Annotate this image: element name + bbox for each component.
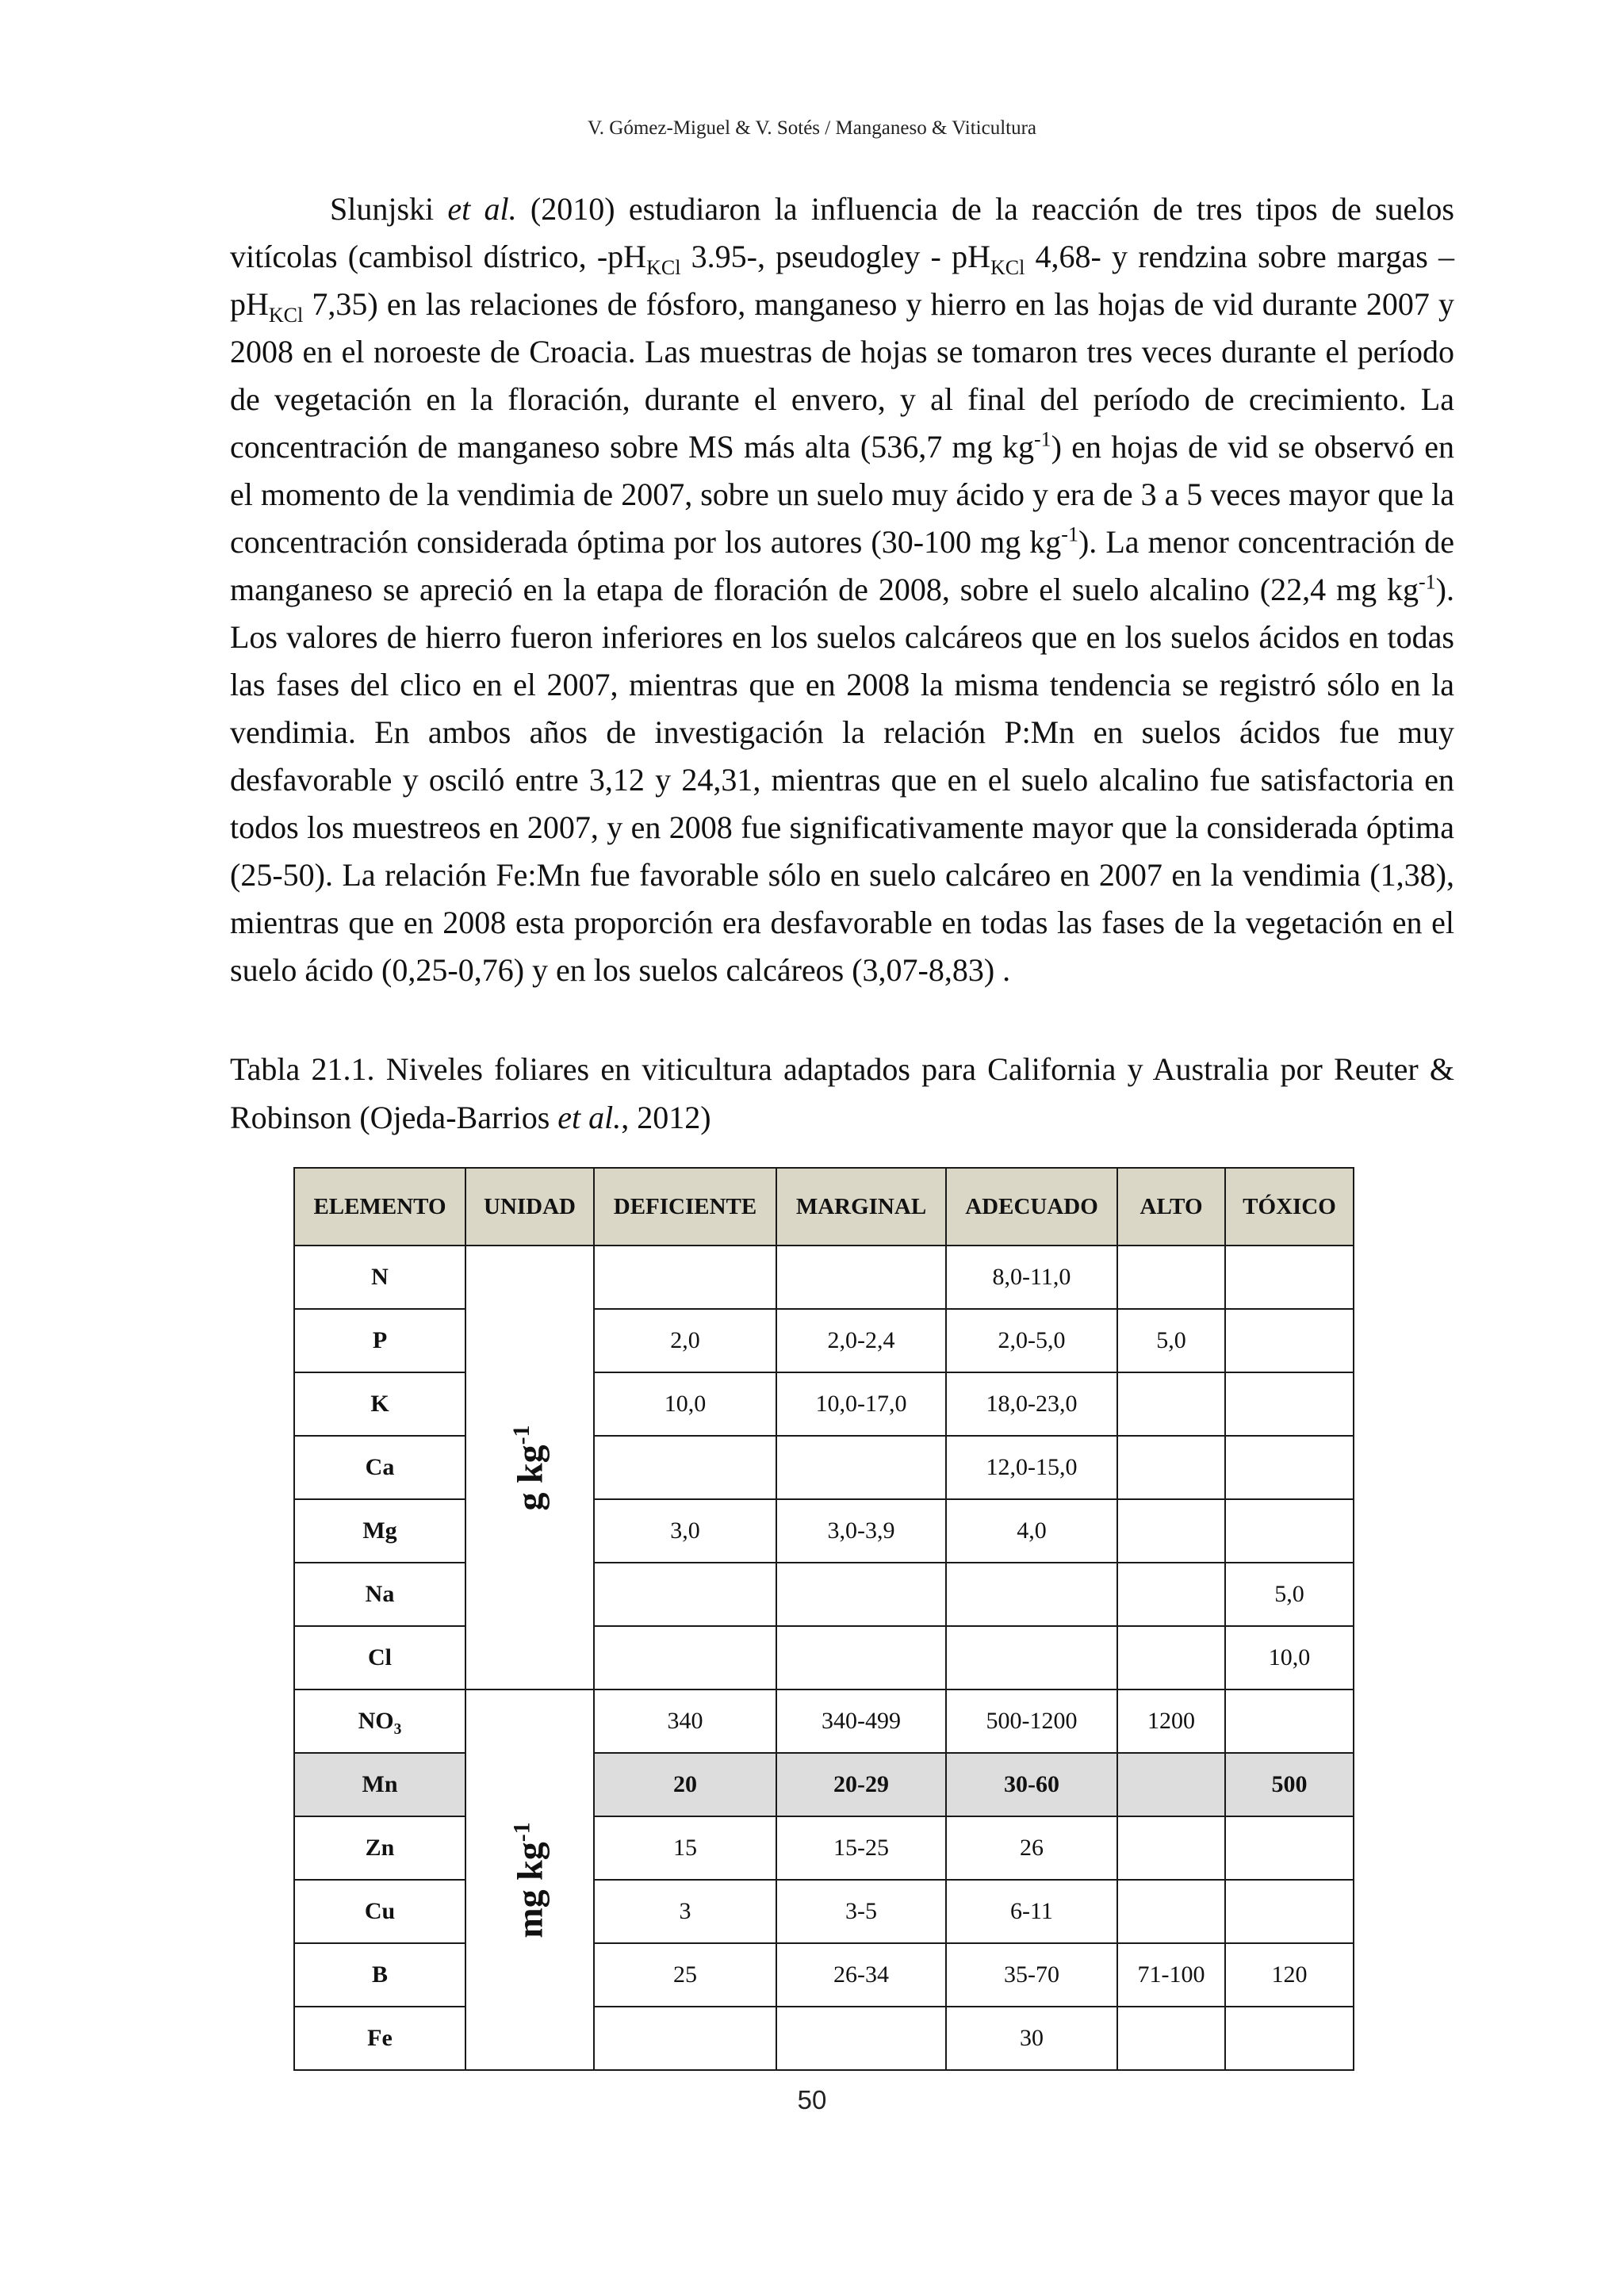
text-run: 3.95-, pseudogley - pH xyxy=(680,239,990,274)
element-cell: Cl xyxy=(294,1626,465,1689)
table-row xyxy=(294,1689,1354,1753)
adecuado-cell: 2,0-5,0 xyxy=(946,1309,1117,1372)
element-cell: Mg xyxy=(294,1499,465,1563)
body-paragraph xyxy=(230,186,1454,994)
text-run: , 2012) xyxy=(621,1100,711,1135)
unit-label-mg xyxy=(509,1822,551,1938)
marginal-cell: 20-29 xyxy=(776,1753,946,1816)
table-row xyxy=(294,2007,1354,2070)
unit-superscript: -1 xyxy=(508,1821,535,1842)
table-header-row xyxy=(294,1168,1354,1246)
adecuado-cell: 6-11 xyxy=(946,1880,1117,1943)
table-row xyxy=(294,1499,1354,1563)
etal-italic: et al. xyxy=(447,191,517,227)
alto-cell: 1200 xyxy=(1117,1689,1225,1753)
deficiente-cell: 2,0 xyxy=(594,1309,776,1372)
element-subscript: 3 xyxy=(393,1721,402,1738)
deficiente-cell: 15 xyxy=(594,1816,776,1880)
table-row-highlight xyxy=(294,1753,1354,1816)
table-row xyxy=(294,1309,1354,1372)
table-row xyxy=(294,1563,1354,1626)
deficiente-cell: 3 xyxy=(594,1880,776,1943)
element-cell: P xyxy=(294,1309,465,1372)
toxico-cell: 5,0 xyxy=(1225,1563,1354,1626)
adecuado-cell: 12,0-15,0 xyxy=(946,1436,1117,1499)
text-run: Slunjski xyxy=(330,191,448,227)
header-toxico: TÓXICO xyxy=(1225,1168,1354,1246)
superscript: -1 xyxy=(1419,570,1436,594)
caption-text xyxy=(230,1045,1454,1142)
marginal-cell: 10,0-17,0 xyxy=(776,1372,946,1436)
text-run: ) en hojas de vid se observó en el momento de la vendimia de 2007, sobre un suelo muy ácido y era de 3 a 5 veces mayor que la concentración considerada óptima por los autores (30-100 mg kg xyxy=(230,429,1454,560)
alto-cell xyxy=(1117,1436,1225,1499)
alto-cell: 5,0 xyxy=(1117,1309,1225,1372)
adecuado-cell: 26 xyxy=(946,1816,1117,1880)
deficiente-cell: 3,0 xyxy=(594,1499,776,1563)
element-cell: Cu xyxy=(294,1880,465,1943)
deficiente-cell: 10,0 xyxy=(594,1372,776,1436)
adecuado-cell: 30-60 xyxy=(946,1753,1117,1816)
header-alto: ALTO xyxy=(1117,1168,1225,1246)
alto-cell xyxy=(1117,1753,1225,1816)
text-run: (2010) estudiaron la influencia de la reacción de tres tipos de suelos vitícolas (cambisol dístrico, -pH xyxy=(230,191,1454,274)
toxico-cell xyxy=(1225,1499,1354,1563)
adecuado-cell: 500-1200 xyxy=(946,1689,1117,1753)
element-text: NO xyxy=(358,1708,394,1734)
marginal-cell: 3,0-3,9 xyxy=(776,1499,946,1563)
unit-label-g xyxy=(509,1425,551,1510)
element-cell: Fe xyxy=(294,2007,465,2070)
unit-cell-mg xyxy=(465,1689,594,2070)
etal-italic: et al. xyxy=(557,1100,622,1135)
table-row xyxy=(294,1436,1354,1499)
text-run: Tabla 21.1. Niveles foliares en viticultura adaptados para California y Australia por Reuter & Robinson (Ojeda-Barrios xyxy=(230,1051,1454,1135)
kcl-subscript: KCl xyxy=(646,256,681,279)
superscript: -1 xyxy=(1033,427,1051,451)
marginal-cell: 26-34 xyxy=(776,1943,946,2007)
unit-text: mg kg xyxy=(509,1841,550,1938)
alto-cell xyxy=(1117,1499,1225,1563)
running-header: V. Gómez-Miguel & V. Sotés / Manganeso & Viticultura xyxy=(587,117,1037,139)
unit-cell-g xyxy=(465,1246,594,1689)
header-unidad: UNIDAD xyxy=(465,1168,594,1246)
kcl-subscript: KCl xyxy=(990,256,1025,279)
element-cell-no3 xyxy=(294,1689,465,1753)
page-number: 50 xyxy=(797,2085,827,2114)
element-cell: Na xyxy=(294,1563,465,1626)
toxico-cell: 10,0 xyxy=(1225,1626,1354,1689)
element-cell: N xyxy=(294,1246,465,1309)
alto-cell xyxy=(1117,1880,1225,1943)
deficiente-cell xyxy=(594,1436,776,1499)
toxico-cell xyxy=(1225,1246,1354,1309)
marginal-cell: 3-5 xyxy=(776,1880,946,1943)
deficiente-cell xyxy=(594,2007,776,2070)
marginal-cell xyxy=(776,2007,946,2070)
alto-cell xyxy=(1117,2007,1225,2070)
element-cell: Zn xyxy=(294,1816,465,1880)
toxico-cell: 120 xyxy=(1225,1943,1354,2007)
toxico-cell xyxy=(1225,1880,1354,1943)
header-marginal: MARGINAL xyxy=(776,1168,946,1246)
element-cell: Mn xyxy=(294,1753,465,1816)
toxico-cell xyxy=(1225,1689,1354,1753)
superscript: -1 xyxy=(1061,522,1078,546)
alto-cell xyxy=(1117,1626,1225,1689)
element-cell: K xyxy=(294,1372,465,1436)
deficiente-cell: 20 xyxy=(594,1753,776,1816)
marginal-cell: 2,0-2,4 xyxy=(776,1309,946,1372)
table-row xyxy=(294,1626,1354,1689)
text-run: ). La menor concentración de manganeso se apreció en la etapa de floración de 2008, sobre el suelo alcalino (22,4 mg kg xyxy=(230,524,1455,607)
header-adecuado: ADECUADO xyxy=(946,1168,1117,1246)
header-deficiente: DEFICIENTE xyxy=(594,1168,776,1246)
adecuado-cell: 8,0-11,0 xyxy=(946,1246,1117,1309)
paragraph-text xyxy=(230,186,1454,994)
kcl-subscript: KCl xyxy=(268,304,304,327)
adecuado-cell: 18,0-23,0 xyxy=(946,1372,1117,1436)
adecuado-cell xyxy=(946,1626,1117,1689)
text-run: 7,35) en las relaciones de fósforo, manganeso y hierro en las hojas de vid durante 2007 y 2008 en el noroeste de Croacia. Las muestras de hojas se tomaron tres veces durante el período de vegetación en la floración, durante el envero, y al final del período de crecimiento. La concentración de manganeso sobre MS más alta (536,7 mg kg xyxy=(230,286,1454,465)
adecuado-cell: 35-70 xyxy=(946,1943,1117,2007)
table-row xyxy=(294,1372,1354,1436)
deficiente-cell: 25 xyxy=(594,1943,776,2007)
marginal-cell xyxy=(776,1563,946,1626)
deficiente-cell xyxy=(594,1246,776,1309)
adecuado-cell: 30 xyxy=(946,2007,1117,2070)
header-elemento: ELEMENTO xyxy=(294,1168,465,1246)
deficiente-cell xyxy=(594,1563,776,1626)
marginal-cell xyxy=(776,1436,946,1499)
text-run: ). Los valores de hierro fueron inferiores en los suelos calcáreos que en los suelos ácidos en todas las fases del clico en el 2007, mientras que en 2008 la misma tendencia se registró sólo en la vendimia. En ambos años de investigación la relación P:Mn en suelos ácidos fue muy desfavorable y osciló entre 3,12 y 24,31, mientras que en el suelo alcalino fue satisfactoria en todos los muestreos en 2007, y en 2008 fue significativamente mayor que la considerada óptima (25-50). La relación Fe:Mn fue favorable sólo en suelo calcáreo en 2007 en la vendimia (1,38), mientras que en 2008 esta proporción era desfavorable en todas las fases de la vegetación en el suelo ácido (0,25-0,76) y en los suelos calcáreos (3,07-8,83) . xyxy=(230,572,1454,988)
table-row xyxy=(294,1816,1354,1880)
toxico-cell xyxy=(1225,1436,1354,1499)
table-row xyxy=(294,1943,1354,2007)
foliar-levels-table xyxy=(293,1167,1354,2071)
toxico-cell xyxy=(1225,2007,1354,2070)
marginal-cell xyxy=(776,1626,946,1689)
element-cell: B xyxy=(294,1943,465,2007)
alto-cell xyxy=(1117,1246,1225,1309)
element-cell: Ca xyxy=(294,1436,465,1499)
table-row xyxy=(294,1246,1354,1309)
table-row xyxy=(294,1880,1354,1943)
text-run: 4,68- y rendzina sobre margas – pH xyxy=(230,239,1454,322)
deficiente-cell: 340 xyxy=(594,1689,776,1753)
adecuado-cell xyxy=(946,1563,1117,1626)
deficiente-cell xyxy=(594,1626,776,1689)
marginal-cell: 15-25 xyxy=(776,1816,946,1880)
marginal-cell xyxy=(776,1246,946,1309)
adecuado-cell: 4,0 xyxy=(946,1499,1117,1563)
alto-cell xyxy=(1117,1372,1225,1436)
table-caption xyxy=(230,1045,1454,1142)
unit-superscript: -1 xyxy=(508,1425,535,1445)
toxico-cell xyxy=(1225,1309,1354,1372)
unit-text: g kg xyxy=(509,1444,550,1510)
alto-cell xyxy=(1117,1816,1225,1880)
alto-cell: 71-100 xyxy=(1117,1943,1225,2007)
toxico-cell xyxy=(1225,1372,1354,1436)
alto-cell xyxy=(1117,1563,1225,1626)
marginal-cell: 340-499 xyxy=(776,1689,946,1753)
toxico-cell xyxy=(1225,1816,1354,1880)
toxico-cell: 500 xyxy=(1225,1753,1354,1816)
